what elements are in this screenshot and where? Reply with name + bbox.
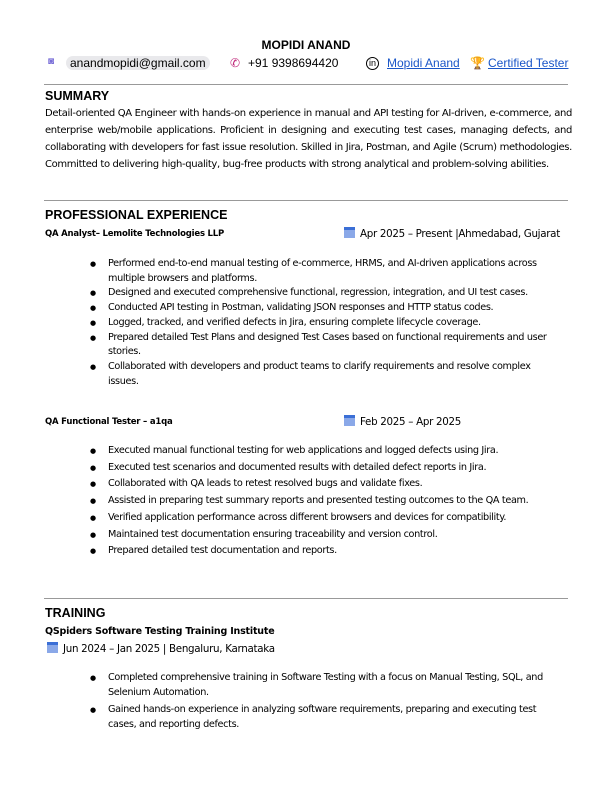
trophy-icon: 🏆: [470, 56, 485, 70]
institute-name: QSpiders Software Testing Training Institute: [45, 626, 275, 637]
phone-icon: ✆: [230, 56, 241, 70]
calendar-icon: [344, 415, 355, 426]
job-date: Feb 2025 – Apr 2025: [344, 415, 461, 428]
divider: [44, 200, 568, 201]
list-item: ● Collaborated with developers and product teams to clarify requirements and resolve complex issues.: [90, 360, 548, 389]
training-date: Jun 2024 – Jan 2025 | Bengaluru, Karnataka: [47, 642, 275, 655]
experience-heading: PROFESSIONAL EXPERIENCE: [45, 208, 228, 222]
summary-heading: SUMMARY: [45, 89, 110, 103]
calendar-icon: [344, 227, 355, 238]
training-heading: TRAINING: [45, 606, 106, 620]
list-item: ● Conducted API testing in Postman, validating JSON responses and HTTP status codes.: [90, 301, 548, 316]
list-item: ● Prepared detailed test documentation and reports.: [90, 543, 548, 560]
divider: [44, 598, 568, 599]
list-item: ● Maintained test documentation ensuring traceability and version control.: [90, 527, 548, 544]
email-link[interactable]: anandmopidi@gmail.com: [66, 56, 210, 70]
list-item: ● Executed test scenarios and documented results with detailed defect reports in Jira.: [90, 460, 548, 477]
list-item: ● Verified application performance across different browsers and devices for compatibility.: [90, 510, 548, 527]
list-item: ● Collaborated with QA leads to retest resolved bugs and validate fixes.: [90, 476, 548, 493]
contact-bar: [46, 56, 576, 72]
job-title: QA Functional Tester – a1qa: [45, 417, 173, 427]
list-item: ● Gained hands-on experience in analyzing software requirements, preparing and executing test cases, and reporting defects.: [90, 703, 548, 732]
phone-number: +91 9398694420: [248, 56, 339, 70]
list-item: ● Executed manual functional testing for web applications and logged defects using Jira.: [90, 443, 548, 460]
list-item: ● Prepared detailed Test Plans and designed Test Cases based on functional requirements and user stories.: [90, 331, 548, 360]
list-item: ● Assisted in preparing test summary reports and presented testing outcomes to the QA team.: [90, 493, 548, 510]
certified-tester-link[interactable]: Certified Tester: [488, 56, 569, 70]
training-bullets: [90, 671, 548, 732]
summary-text: Detail-oriented QA Engineer with hands-on experience in manual and API testing for AI-driven, e-commerce, and enterprise web/mobile applications. Proficient in designing and executing test cases, managing defects, and collaborating with developers for fast issue resolution. Skilled in Jira, Postman, and Agile (Scrum) methodologies. Committed to delivering high-quality, bug-free products with strong analytical and problem-solving abilities.: [45, 108, 572, 170]
divider: [44, 84, 568, 85]
email-icon: ◙: [48, 56, 55, 67]
candidate-name: MOPIDI ANAND: [261, 38, 351, 52]
calendar-icon: [47, 642, 58, 653]
job-title: QA Analyst– Lemolite Technologies LLP: [45, 229, 225, 239]
job-bullets: [90, 443, 548, 560]
linkedin-icon: in: [366, 57, 379, 70]
linkedin-link[interactable]: Mopidi Anand: [387, 56, 460, 70]
list-item: ● Completed comprehensive training in Software Testing with a focus on Manual Testing, SQL, and Selenium Automation.: [90, 671, 548, 700]
job-bullets: [90, 257, 548, 389]
list-item: ● Logged, tracked, and verified defects in Jira, ensuring complete lifecycle coverage.: [90, 316, 548, 331]
list-item: ● Designed and executed comprehensive functional, regression, integration, and UI test cases.: [90, 286, 548, 301]
list-item: ● Performed end-to-end manual testing of e-commerce, HRMS, and AI-driven applications across multiple browsers and platforms.: [90, 257, 548, 286]
job-date: Apr 2025 – Present |Ahmedabad, Gujarat: [344, 227, 560, 240]
